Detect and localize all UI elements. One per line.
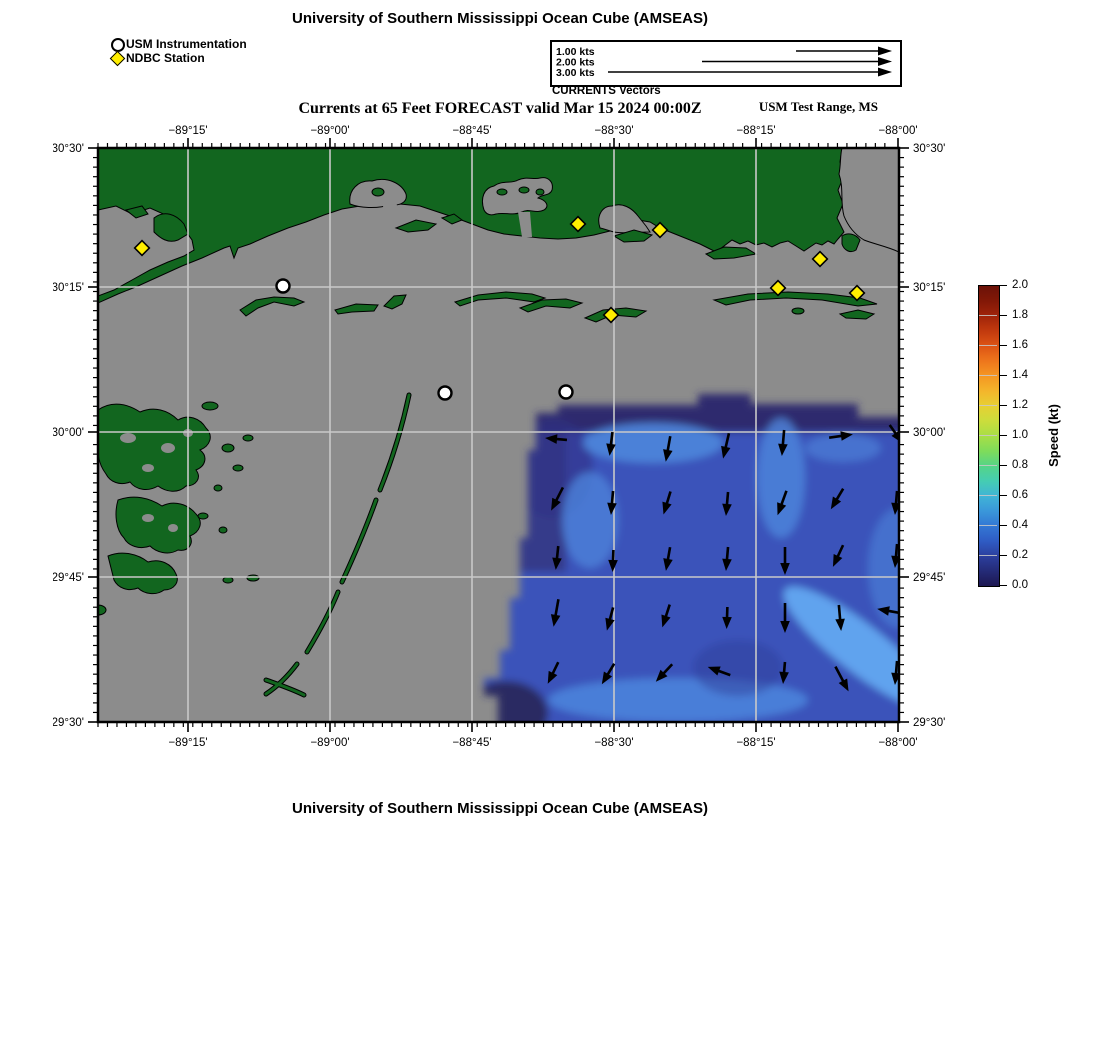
lat-tick-label: 30°30' — [913, 143, 946, 155]
usm-circle-icon — [110, 37, 126, 51]
lat-tick-label: 30°30' — [53, 143, 84, 155]
colorbar-gradient — [978, 285, 1000, 587]
lon-tick-label: −88°30' — [594, 737, 634, 749]
scale-row-label: 3.00 kts — [556, 66, 595, 79]
colorbar-tick-label: 0.8 — [1012, 459, 1028, 471]
map-area — [53, 122, 949, 752]
current-speed-field — [464, 394, 949, 745]
lon-tick-label: −88°45' — [452, 125, 492, 137]
map-svg — [53, 122, 949, 752]
lon-tick-label: −88°15' — [736, 737, 776, 749]
ndbc-diamond-icon — [110, 51, 126, 65]
colorbar-title: Speed (kt) — [1045, 403, 1061, 467]
lat-tick-label: 29°30' — [913, 717, 946, 729]
lon-tick-label: −88°30' — [594, 125, 634, 137]
colorbar-tick-label: 0.2 — [1012, 549, 1028, 561]
forecast-subtitle: Currents at 65 Feet FORECAST valid Mar 15 2024 00:00Z — [298, 100, 702, 117]
lat-tick-label: 30°15' — [53, 282, 84, 294]
legend-label-ndbc: NDBC Station — [126, 51, 205, 65]
station-legend — [110, 37, 247, 65]
scale-row-label: 1.00 kts — [556, 45, 595, 58]
footer-title: University of Southern Mississippi Ocean Cube (AMSEAS) — [292, 800, 708, 817]
lon-tick-label: −88°15' — [736, 125, 776, 137]
colorbar-tick-label: 0.4 — [1012, 519, 1028, 531]
lat-tick-label: 29°45' — [53, 572, 84, 584]
lat-tick-label: 29°45' — [913, 572, 946, 584]
colorbar-tick-label: 1.4 — [1012, 369, 1028, 381]
colorbar-tick-label: 2.0 — [1012, 279, 1028, 291]
vector-scale-box — [550, 40, 902, 87]
colorbar — [960, 270, 1100, 610]
lon-tick-label: −89°15' — [168, 737, 208, 749]
vector-scale-arrows — [552, 42, 896, 81]
lat-tick-label: 30°00' — [913, 427, 946, 439]
vector-scale-caption: CURRENTS Vectors — [552, 85, 661, 97]
colorbar-tick-label: 1.8 — [1012, 309, 1028, 321]
colorbar-tick-label: 0.6 — [1012, 489, 1028, 501]
colorbar-tick-label: 1.6 — [1012, 339, 1028, 351]
usm-station-marker — [277, 280, 290, 293]
lon-tick-label: −88°45' — [452, 737, 492, 749]
lat-tick-label: 30°00' — [53, 427, 84, 439]
colorbar-tick-label: 0.0 — [1012, 579, 1028, 591]
usm-station-marker — [439, 387, 452, 400]
lat-tick-label: 30°15' — [913, 282, 946, 294]
page-title: University of Southern Mississippi Ocean Cube (AMSEAS) — [292, 10, 708, 27]
usm-station-marker — [560, 386, 573, 399]
legend-label-usm: USM Instrumentation — [126, 37, 247, 51]
colorbar-tick-label: 1.2 — [1012, 399, 1028, 411]
lon-tick-label: −88°00' — [878, 737, 918, 749]
scale-row-label: 2.00 kts — [556, 56, 595, 69]
lon-tick-label: −89°00' — [310, 737, 350, 749]
lon-tick-label: −88°00' — [878, 125, 918, 137]
region-label: USM Test Range, MS — [758, 99, 878, 114]
colorbar-tick-label: 1.0 — [1012, 429, 1028, 441]
lat-tick-label: 29°30' — [53, 717, 84, 729]
legend-item-ndbc — [110, 51, 247, 65]
legend-item-usm — [110, 37, 247, 51]
lon-tick-label: −89°15' — [168, 125, 208, 137]
lon-tick-label: −89°00' — [310, 125, 350, 137]
